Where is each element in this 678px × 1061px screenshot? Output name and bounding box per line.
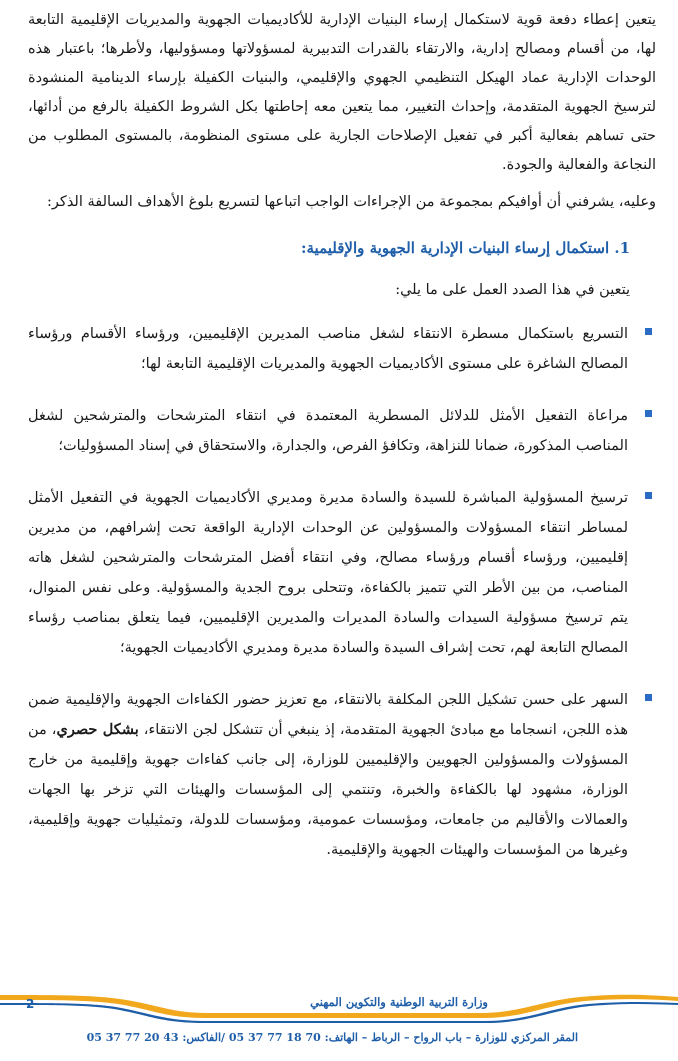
intro-paragraph: يتعين إعطاء دفعة قوية لاستكمال إرساء البنيات الإدارية للأكاديميات الجهوية والمديريات الإقليمية التابعة لها، من أقسام ومصالح إدارية، والارتقاء بالقدرات التدبيرية لمسؤولاتها ومسؤوليها، ولأطرها؛ باعتبار هذه الوحدات الإدارية عماد الهيكل التنظيمي الجهوي والإقليمي، والبنيات الكفيلة بإرساء الدينامية المنشودة لترسيخ الجهوية المتقدمة، وإحداث التغيير، مما يتعين معه إحاطتها بكل الشروط الكفيلة بالرفع من أدائها، حتى تساهم بفعالية أكبر في تفعيل الإصلاحات الجارية على مستوى المنظومة، بالمستوى المطلوب من النجاعة والفعالية والجودة. [28, 12, 656, 173]
list-item-text [28, 685, 628, 865]
page-footer [0, 991, 678, 1061]
page-number: 2 [26, 997, 35, 1011]
ministry-name: وزارة التربية الوطنية والتكوين المهني [310, 995, 488, 1009]
list-item [28, 319, 656, 379]
list-item-text: التسريع باستكمال مسطرة الانتقاء لشغل مناصب المديرين الإقليميين، ورؤساء الأقسام ورؤساء المصالح الشاغرة على مستوى الأكاديميات الجهوية والمديريات الإقليمية التابعة لها؛ [28, 326, 628, 372]
measures-list [28, 319, 656, 865]
list-item [28, 483, 656, 663]
list-item-text: ترسيخ المسؤولية المباشرة للسيدة والسادة مديرة ومديري الأكاديميات الجهوية في التفعيل الأمثل لمساطر انتقاء المسؤولات والمسؤولين عن الوحدات الإدارية الواقعة تحت إشرافهم، من مديرين إقليميين، ورؤساء أقسام ورؤساء مصالح، وفي انتقاء أفضل المترشحات والمترشحين لشغل هاته المناصب، من بين الأطر التي تتميز بالكفاءة، وتتحلى بروح الجدية والمسؤولية. وعلى نفس المنوال، يتم ترسيخ مسؤولية السيدات والسادة المديرات والمديرين الإقليميين، فيما يتعلق بمناصب رؤساء المصالح التابعة لهم، تحت إشراف السيدة والسادة مديرة ومديري الأكاديميات الجهوية؛ [28, 490, 628, 656]
section-intro: يتعين في هذا الصدد العمل على ما يلي: [395, 282, 630, 298]
document-page [28, 6, 656, 887]
emphasis-text: بشكل حصري [56, 721, 139, 738]
ministry-address: المقر المركزي للوزارة – باب الرواح – الرباط – الهاتف: 70 18 77 37 05 /الفاكس: 43 20 77 37 05 [86, 1031, 578, 1044]
square-bullet-icon [645, 410, 652, 417]
list-item [28, 401, 656, 461]
list-item [28, 685, 656, 865]
list-item-text-start: السهر على حسن تشكيل اللجن المكلفة بالانتقاء، مع تعزيز حضور الكفاءات الجهوية والإقليمية ضمن هذه اللجن، انسجاما مع مبادئ الجهوية المتقدمة، إذ ينبغي أن تتشكل لجن الانتقاء، [28, 692, 628, 738]
square-bullet-icon [645, 492, 652, 499]
square-bullet-icon [645, 694, 652, 701]
list-item-text: مراعاة التفعيل الأمثل للدلائل المسطرية المعتمدة في انتقاء المترشحات والمترشحين لشغل المناصب المذكورة، ضمانا للنزاهة، وتكافؤ الفرص، والجدارة، والاستحقاق في إسناد المسؤوليات؛ [28, 408, 628, 454]
square-bullet-icon [645, 328, 652, 335]
transition-paragraph: وعليه، يشرفني أن أوافيكم بمجموعة من الإجراءات الواجب اتباعها لتسريع بلوغ الأهداف السالفة الذكر: [47, 194, 656, 210]
list-item-text-end: ، من المسؤولات والمسؤولين الجهويين والإقليميين للوزارة، إلى جانب كفاءات جهوية وإقليمية من خارج الوزارة، مشهود لها بالكفاءة والخبرة، وتنتمي إلى المؤسسات والهيئات التي تزخر بها الجهات والعمالات والأقاليم من جامعات، ومؤسسات عمومية، ومؤسسات للدولة، وتمثيليات جهوية وإقليمية، وغيرها من المؤسسات والهيئات الجهوية والإقليمية. [28, 722, 628, 858]
section-heading: 1. استكمال إرساء البنيات الإدارية الجهوية والإقليمية: [300, 239, 630, 257]
